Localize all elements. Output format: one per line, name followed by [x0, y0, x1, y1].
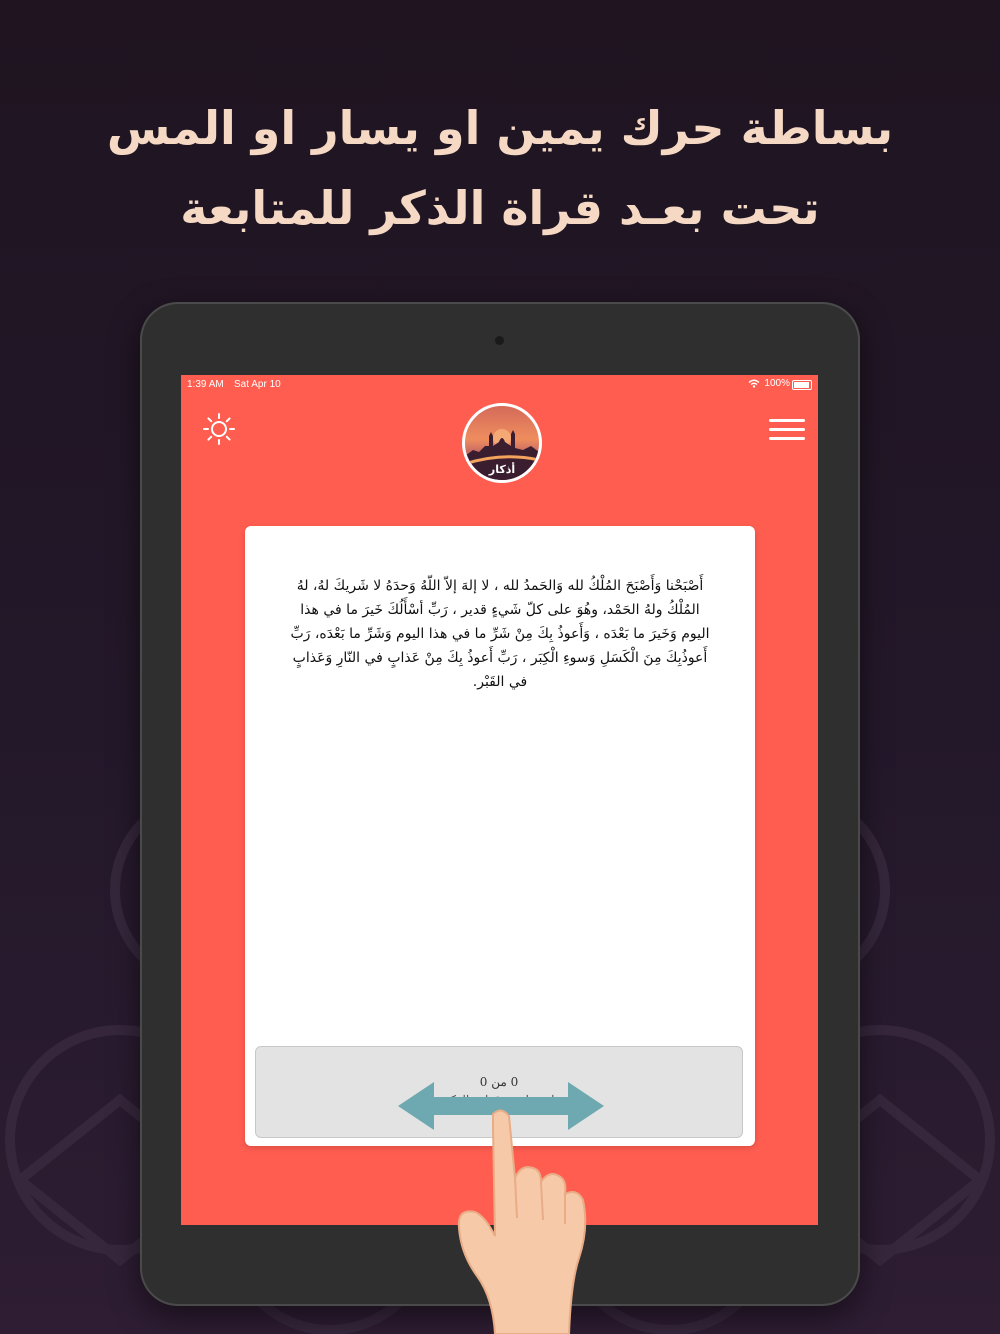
menu-line	[769, 437, 805, 440]
logo-label: أذكار	[488, 463, 516, 476]
hand-pointer-icon	[455, 1108, 595, 1334]
camera-dot	[495, 336, 504, 345]
app-logo	[462, 403, 542, 483]
counter-value: 0 من 0	[479, 1075, 519, 1089]
headline-line-1: بساطة حرك يمين او يسار او المس	[106, 101, 894, 155]
status-right	[748, 378, 790, 389]
menu-button[interactable]	[769, 419, 805, 443]
battery-icon	[792, 380, 812, 390]
status-date: Sat Apr 10	[234, 379, 281, 390]
zikr-text: أَصْبَحْنا وَأَصْبَحَ المُلْكُ لله وَالحَمدُ لله ، لا إلهَ إلاّ اللّهُ وَحدَهُ لا شَريكَ لهُ، لهُ المُلْكُ ولهُ الحَمْد، وهُوَ على كلّ شَيءٍ قدير ، رَبِّ أسْأَلُكَ خَيرَ ما في هذا اليوم وَخَيرَ ما بَعْدَه ، وَأَعوذُ بِكَ مِنْ شَرِّ ما في هذا اليوم وَشَرِّ ما بَعْدَه، رَبِّ أَعوذُبِكَ مِنَ الْكَسَلِ وَسوءِ الْكِبَر ، رَبِّ أَعوذُ بِكَ مِنْ عَذابٍ في النّارِ وَعَذابٍ في القَبْر.	[290, 578, 710, 690]
theme-toggle-button[interactable]	[201, 411, 237, 447]
sun-icon	[201, 411, 237, 447]
status-time: 1:39 AM	[187, 379, 224, 390]
zikr-card[interactable]	[245, 526, 755, 1146]
battery-percent: 100%	[764, 378, 790, 389]
headline-line-2: تحت بعـد قراة الذكر للمتابعة	[180, 181, 820, 235]
status-bar	[181, 375, 818, 393]
promo-headline	[0, 88, 1000, 248]
menu-line	[769, 419, 805, 422]
wifi-icon	[748, 379, 760, 388]
menu-line	[769, 428, 805, 431]
